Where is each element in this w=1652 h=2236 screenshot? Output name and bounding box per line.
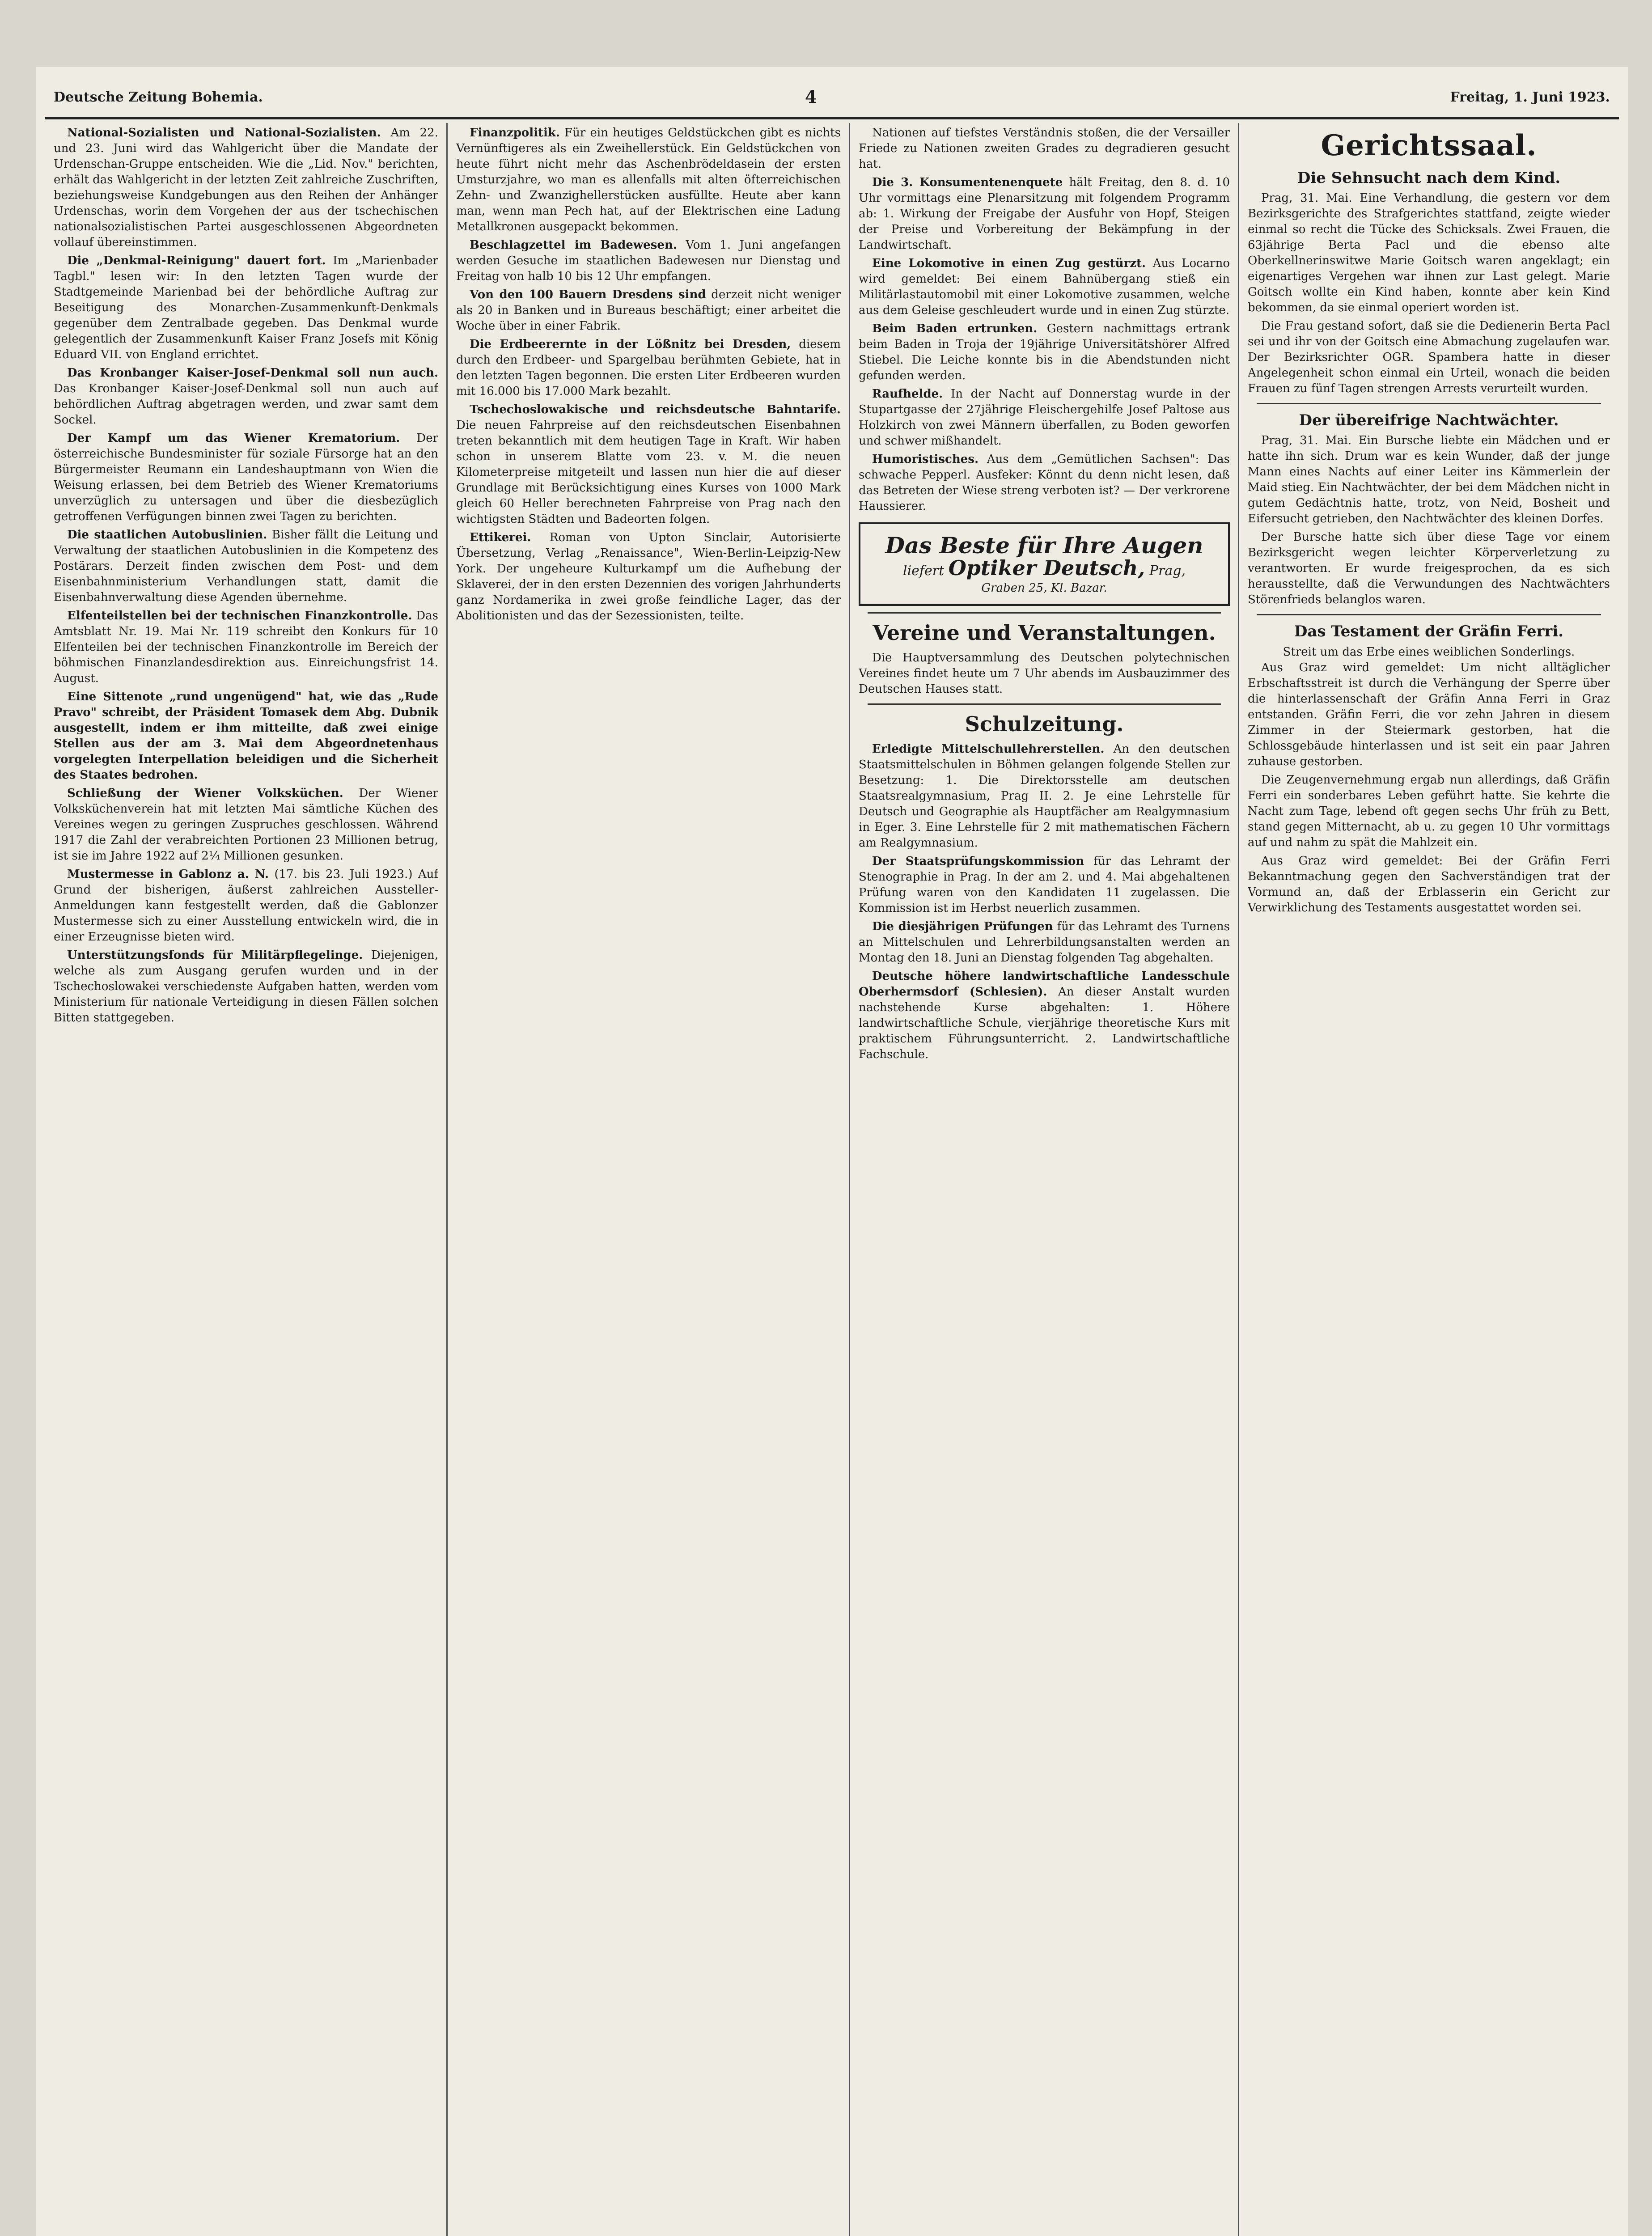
ad-prefix: liefert (902, 563, 945, 579)
article-heading: Von den 100 Bauern Dresdens sind (470, 288, 706, 301)
article-heading: Das Kronbanger Kaiser-Josef-Denkmal soll nun auch. (67, 366, 438, 380)
article-text: Gestern nachmittags ertrank beim Baden in Troja der 19jährige Universitätshörer Alfred Stiebel. Die Leiche konnte bis in die Abendstunden nicht gefunden werden. (859, 322, 1230, 382)
ad-advertiser (865, 556, 1224, 580)
article-heading: Tschechoslowakische und reichsdeutsche Bahntarife. (470, 403, 841, 416)
article-heading: National-Sozialisten und National-Sozialisten. (67, 126, 381, 140)
column-divider (1238, 123, 1239, 2236)
article-heading: Humoristisches. (872, 453, 979, 466)
section-divider (868, 703, 1221, 705)
article (54, 948, 438, 1026)
article-heading: Mustermesse in Gablonz a. N. (67, 868, 269, 881)
article-heading: Die Erdbeerernte in der Lößnitz bei Dresden, (470, 338, 791, 351)
article-text: Der österreichische Bundesminister für soziale Fürsorge hat an den Bürgermeister Reumann ein Landeshauptmann von Wien die Weisung erlassen, bei dem Betrieb des Wiener Krematoriums unverzüglich zu untersagen und über die diesbezüglich getroffenen Verfügungen binnen zwei Tagen zu berichten. (54, 432, 438, 523)
article-divider (1257, 614, 1601, 615)
article-heading: Beim Baden ertrunken. (872, 322, 1038, 335)
article-text: Das Amtsblatt Nr. 19. Mai Nr. 119 schreibt den Konkurs für 10 Elfenteilen bei der technischen Finanzkontrolle im Bereich der böhmischen Finanzlandesdirektion aus. Einreichungsfrist 14. August. (54, 609, 438, 685)
article-heading: Unterstützungsfonds für Militärpflegelinge. (67, 949, 363, 962)
article (456, 337, 841, 399)
column-1 (54, 125, 438, 2236)
article-text: derzeit nicht weniger als 20 in Banken und in Bureaus beschäftigt; einer arbeitet die Woche über in einer Fabrik. (456, 288, 841, 333)
ad-company-name: Optiker Deutsch, (948, 556, 1145, 580)
article (54, 431, 438, 525)
article-heading: Beschlagzettel im Badewesen. (470, 238, 677, 252)
article-text: Prag, 31. Mai. Ein Bursche liebte ein Mädchen und er hatte ihn sich. Drum war es kein Wunder, daß der junge Mann eines Nachts auf einer Leiter ins Kämmerlein der Maid stieg. Ein Nachtwächter, der bei dem Mädchen nicht in gutem Gedächtnis hatte, trotz, von Neid, Bosheit und Eifersucht getrieben, den Nachtwächter des kleinen Dorfes. (1248, 434, 1610, 525)
article-heading: Die 3. Konsumentenenquete (872, 176, 1063, 189)
article-divider (1257, 403, 1601, 404)
article-text: Bisher fällt die Leitung und Verwaltung der staatlichen Autobuslinien in die Kompetenz des Postärars. Derzeit finden zwischen dem Post- und dem Eisenbahnministerium Verhandlungen statt, damit die Eisenbahnverwaltung diese Agenden übernehme. (54, 528, 438, 604)
article (456, 402, 841, 527)
article-title: Die Sehnsucht nach dem Kind. (1297, 169, 1561, 187)
article (456, 530, 841, 624)
column-divider (849, 123, 850, 2236)
top-rule (45, 117, 1619, 119)
article-text: An dieser Anstalt wurden nachstehende Kurse abgehalten: 1. Höhere landwirtschaftliche Schule, vierjährige theoretische Kurs mit praktischem Führungsunterricht. 2. Landwirtschaftliche Fachschule. (859, 985, 1230, 1061)
article-heading: Der Kampf um das Wiener Krematorium. (67, 432, 400, 445)
ad-address: Graben 25, Kl. Bazar. (981, 581, 1107, 595)
article-text: für das Lehramt der Stenographie in Prag. In der am 2. und 4. Mai abgehaltenen Prüfung waren von den Kandidaten 11 zugelassen. Die Kommission ist im Herbst neuerlich zusammen. (859, 855, 1230, 915)
article-text: Das Kronbanger Kaiser-Josef-Denkmal soll nun auch auf behördlichen Auftrag abgetragen werden, und zwar samt dem Sockel. (54, 382, 438, 427)
article-text: Aus Graz wird gemeldet: Um nicht alltäglicher Erbschaftsstreit ist durch die Verhängung der Sperre über die hinterlassenschaft der Gräfin Anna Ferri in Graz entstanden. Gräfin Ferri, die vor zehn Jahren in diesem Zimmer in der Steiermark gestorben, hat die Schlossgebäude hinterlassen und ist seit ein paar Jahren zuhause gestorben. (1248, 661, 1610, 768)
article-heading: Raufhelde. (872, 387, 943, 401)
article (859, 854, 1230, 916)
article-text: Nationen auf tiefstes Verständnis stoßen, die der Versailler Friede zu Nationen zweiten Grades zu degradieren gesucht hat. (859, 126, 1230, 171)
section-title-schulzeitung: Schulzeitung. (965, 712, 1124, 736)
article-text: hält Freitag, den 8. d. 10 Uhr vormittags eine Plenarsitzung mit folgendem Programm ab: 1. Wirkung der Freigabe der Ausfuhr von Hopf, Steigen der Preise und Vorbereitung der Bekämpfung in der Landwirtschaft. (859, 176, 1230, 252)
article-text: Die Hauptversammlung des Deutschen polytechnischen Vereines findet heute um 7 Uhr abends im Ausbauzimmer des Deutschen Hauses statt. (859, 651, 1230, 696)
article-title: Der übereifrige Nachtwächter. (1299, 411, 1559, 429)
article (456, 125, 841, 235)
article (859, 452, 1230, 514)
article (456, 287, 841, 334)
article (54, 786, 438, 864)
article-text: Vom 1. Juni angefangen werden Gesuche im staatlichen Badewesen nur Dienstag und Freitag von halb 10 bis 12 Uhr empfangen. (456, 238, 841, 283)
page-number: 4 (805, 87, 817, 107)
article-heading: Deutsche höhere landwirtschaftliche Landesschule Oberhermsdorf (Schlesien). (859, 970, 1230, 999)
article-text: Prag, 31. Mai. Eine Verhandlung, die gestern vor dem Bezirksgerichte des Strafgerichtes stattfand, zeigte wieder einmal so recht die Tücke des Schicksals. Zwei Frauen, die 63jährige Berta Pacl und die ebenso alte Oberkellnerinswitwe Marie Goitsch waren angeklagt; ein eigenartiges Vergehen war ihnen zur Last gelegt. Marie Goitsch wollte ein Kind haben, konnte aber kein Kind bekommen, da sie einmal operiert worden ist. (1248, 191, 1610, 314)
article-text: für das Lehramt des Turnens an Mittelschulen und Lehrerbildungsanstalten werden an Montag den 18. Juni an Dienstag folgenden Tag abgehalten. (859, 920, 1230, 965)
article-subtitle: Streit um das Erbe eines weiblichen Sonderlings. (1283, 645, 1575, 659)
article-text: (17. bis 23. Juli 1923.) Auf Grund der bisherigen, äußerst zahlreichen Aussteller-Anmeldungen kann festgestellt werden, daß die Gablonzer Mustermesse sich zu einer Ausstellung entwickeln wird, die in einer Erzeugnisse bieten wird. (54, 868, 438, 944)
section-divider (868, 612, 1221, 614)
article (859, 919, 1230, 966)
column-3 (859, 125, 1230, 2236)
article-heading: Erledigte Mittelschullehrerstellen. (872, 742, 1105, 756)
article-text: Die neuen Fahrpreise auf den reichsdeutschen Eisenbahnen treten bekanntlich mit dem heutigen Tage in Kraft. Wir haben schon in unserem Blatte vom 23. v. M. die neuen Kilometerpreise mitgeteilt und lassen nun hier die auf dieser Grundlage mit Berücksichtigung eines Kurses von 1000 Mark gleich 60 Heller berechneten Fahrpreise von Prag nach den wichtigsten Städten und Badeorten folgen. (456, 419, 841, 526)
article-heading: Eine Sittenote „rund ungenügend" hat, wie das „Rude Pravo" schreibt, der Präsident Tomasek dem Abg. Dubnik ausgestellt, indem er ihm mitteilte, daß zwei einige Stellen aus der am 3. Mai dem Abgeordnetenhaus vorgelegten Interpellation beleidigen und die Sicherheit des Staates bedrohen. (54, 690, 438, 782)
article-heading: Finanzpolitik. (470, 126, 560, 140)
column-2 (456, 125, 841, 2236)
article-text: Diejenigen, welche als zum Ausgang gerufen wurden und in der Tschechoslowakei verschiedenste Aufgaben hatten, werden vom Ministerium für nationale Verteidigung in diesen Fällen solchen Bitten stattgegeben. (54, 949, 438, 1025)
article (54, 527, 438, 606)
article-text: Im „Marienbader Tagbl." lesen wir: In den letzten Tagen wurde der Stadtgemeinde Marienbad bei der behördliche Auftrag zur Beseitigung des Monarchen-Zusammenkunft-Denkmals gegenüber dem Zentralbade gegeben. Das Denkmal wurde gelegentlich der Zusammenkunft Kaiser Franz Josefs mit König Eduard VII. von England errichtet. (54, 254, 438, 361)
article-text: Am 22. und 23. Juni wird das Wahlgericht über die Mandate der Urdenschan-Gruppe entscheiden. Wie die „Lid. Nov." berichten, erhält das Wahlgericht in der letzten Zeit zahlreiche Zuschriften, beziehungsweise Kundgebungen aus den Reihen der Anhänger Urdenschas, worin dem Vorgehen der aus der tschechischen nationalsozialistischen Partei ausgeschlossenen Abgeordneten vollauf übereinstimmen. (54, 126, 438, 249)
article (54, 125, 438, 250)
article-text: Aus dem „Gemütlichen Sachsen": Das schwache Pepperl. Ausfeker: Könnt du denn nicht lesen, daß das Betreten der Wiese streng verboten ist? — Der verkrorene Haussierer. (859, 453, 1230, 513)
newspaper-name: Deutsche Zeitung Bohemia. (54, 89, 263, 105)
article-text: Aus Locarno wird gemeldet: Bei einem Bahnübergang stieß ein Militärlastautomobil mit einer Lokomotive zusammen, welche aus dem Geleise geschleudert wurde und in einen Zug stürzte. (859, 257, 1230, 317)
masthead (36, 85, 1628, 112)
article-text: In der Nacht auf Donnerstag wurde in der Stupartgasse der 27jährige Fleischergehilfe Josef Paltose aus Holzkirch von zwei Männern überfallen, zu Boden geworfen und schwer mißhandelt. (859, 387, 1230, 448)
article-heading: Elfenteilstellen bei der technischen Finanzkontrolle. (67, 609, 412, 623)
article (859, 175, 1230, 253)
article (859, 741, 1230, 851)
ad-city: Prag, (1149, 563, 1186, 579)
optician-advertisement (859, 522, 1230, 606)
article (859, 256, 1230, 318)
article-heading: Die „Denkmal-Reinigung" dauert fort. (67, 254, 326, 267)
article-heading: Schließung der Wiener Volksküchen. (67, 787, 343, 800)
column-4 (1248, 125, 1610, 2236)
article-heading: Die diesjährigen Prüfungen (872, 920, 1053, 933)
article-text: Die Zeugenvernehmung ergab nun allerdings, daß Gräfin Ferri ein sonderbares Leben geführt hatte. Sie kehrte die Nacht zum Tage, lebend oft gegen sechs Uhr früh zu Bett, stand gegen Mitternacht, ab u. zu gegen 10 Uhr vormittags auf und nahm zu spät die Mahlzeit ein. (1248, 773, 1610, 849)
article-heading: Eine Lokomotive in einen Zug gestürzt. (872, 257, 1146, 270)
article-heading: Ettikerei. (470, 531, 531, 544)
article (859, 321, 1230, 384)
article-text: Roman von Upton Sinclair, Autorisierte Übersetzung, Verlag „Renaissance", Wien-Berlin-Leipzig-New York. Der ungeheure Kulturkampf um die Aufhebung der Sklaverei, der in den ersten Dezennien des vorigen Jahrhunderts ganz Nordamerika in zwei große feindliche Lager, das der Abolitionisten und das der Sezessionisten, teilte. (456, 531, 841, 623)
article-text: Die Frau gestand sofort, daß sie die Dedienerin Berta Pacl sei und ihr von der Goitsch eine Abmachung zugelaufen war. Der Bezirksrichter OGR. Spambera hatte in dieser Angelegenheit schon einmal ein Urteil, wonach die beiden Frauen zu fünf Tagen strengen Arrests verurteilt wurden. (1248, 319, 1610, 395)
article-text: Der Wiener Volksküchenverein hat mit letzten Mai sämtliche Küchen des Vereines wegen zu geringen Zuspruches geschlossen. Während 1917 die Zahl der verabreichten Portionen 23 Millionen betrug, ist sie im Jahre 1922 auf 2¼ Millionen gesunken. (54, 787, 438, 863)
column-divider (446, 123, 448, 2236)
article-text: Der Bursche hatte sich über diese Tage vor einem Bezirksgericht wegen leichter Körperverletzung zu verantworten. Er wurde freigesprochen, da es sich herausstellte, daß die Verwundungen des Nachtwächters Störenfrieds belanglos waren. (1248, 530, 1610, 606)
article-text: diesem durch den Erdbeer- und Spargelbau berühmten Gebiete, hat in den letzten Tagen begonnen. Die ersten Liter Erdbeeren wurden mit 16.000 bis 17.000 Mark bezahlt. (456, 338, 841, 398)
article (456, 237, 841, 284)
issue-date: Freitag, 1. Juni 1923. (1450, 89, 1610, 105)
section-title-gerichtssaal: Gerichtssaal. (1321, 129, 1537, 162)
article-text: Für ein heutiges Geldstückchen gibt es nichts Vernünftigeres als ein Zweihellerstück. Ein Geldstückchen von heute führt nicht mehr das Aschenbrödeldasein der ersten Umsturzjahre, wo man es allenfalls mit alten öfterreichischen Zehn- und Zwanzighellerstücken ausfüllte. Heute aber kann man, wenn man Pech hat, auf der Elektrischen eine Ladung Metallkronen ausgepackt bekommen. (456, 126, 841, 233)
article-heading: Die staatlichen Autobuslinien. (67, 528, 267, 542)
article (54, 253, 438, 363)
section-title-vereine: Vereine und Veranstaltungen. (873, 621, 1216, 645)
article (54, 689, 438, 783)
article (54, 867, 438, 945)
article-title: Das Testament der Gräfin Ferri. (1294, 623, 1564, 640)
article (859, 386, 1230, 449)
ad-headline: Das Beste für Ihre Augen (885, 532, 1203, 559)
article (54, 365, 438, 428)
newspaper-page (36, 67, 1628, 2236)
article-heading: Der Staatsprüfungskommission (872, 855, 1084, 868)
article-text: Aus Graz wird gemeldet: Bei der Gräfin Ferri Bekanntmachung gegen den Sachverständigen trat der Vormund an, daß der Erblasserin ein Gericht zur Verwirklichung des Testaments ausgestattet worden sei. (1248, 854, 1610, 915)
article-text: An den deutschen Staatsmittelschulen in Böhmen gelangen folgende Stellen zur Besetzung: 1. Die Direktorsstelle am deutschen Staatsrealgymnasium, Prag II. 2. Je eine Lehrstelle für Deutsch und Geographie als Hauptfächer am Realgymnasium in Eger. 3. Eine Lehrstelle für 2 mit mathematischen Fächern am Realgymnasium. (859, 742, 1230, 850)
article (54, 608, 438, 686)
article (859, 969, 1230, 1063)
